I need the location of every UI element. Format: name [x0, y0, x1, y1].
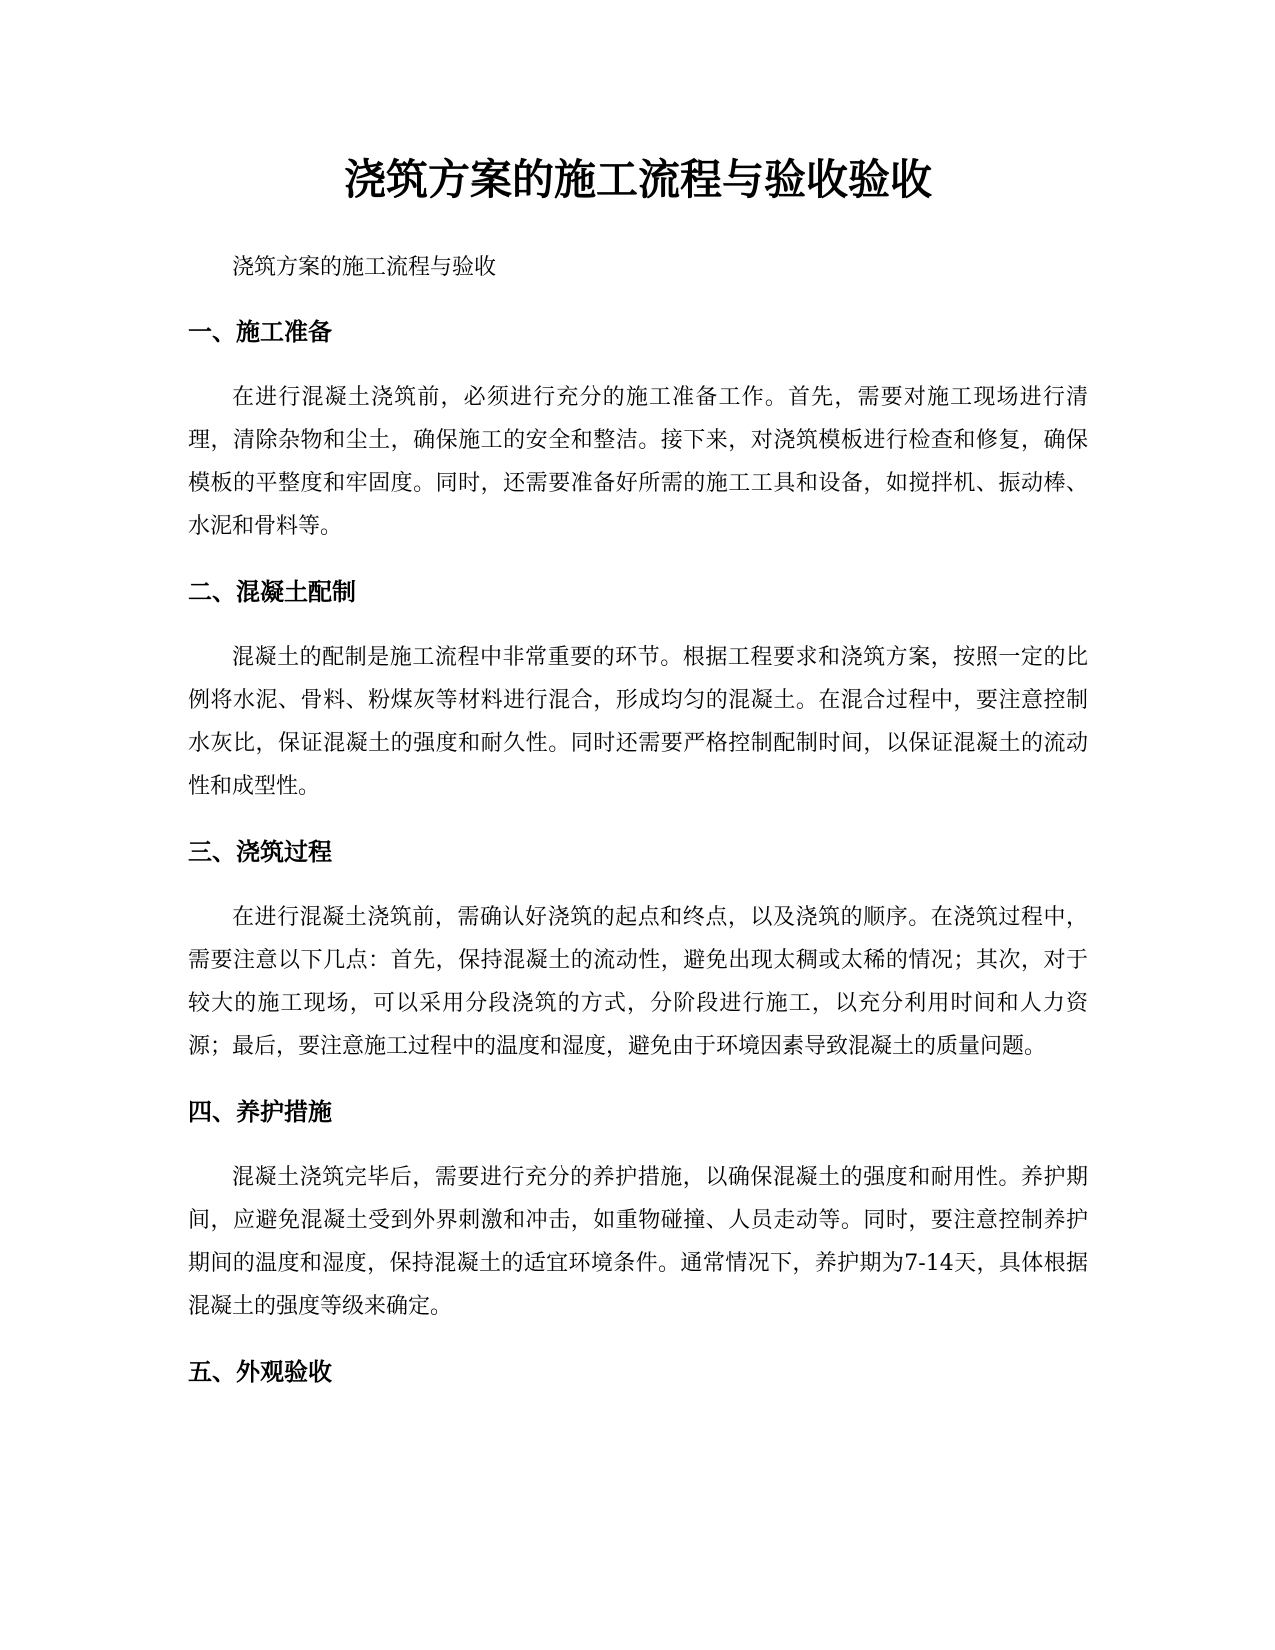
section-paragraph: 在进行混凝土浇筑前，需确认好浇筑的起点和终点，以及浇筑的顺序。在浇筑过程中，需要注意以下几点：首先，保持混凝土的流动性，避免出现太稠或太稀的情况；其次，对于较大的施工现场，可以采用分段浇筑的方式，分阶段进行施工，以充分利用时间和人力资源；最后，要注意施工过程中的温度和湿度，避免由于环境因素导致混凝土的质量问题。	[188, 905, 1088, 1059]
section-heading: 三、浇筑过程	[188, 838, 332, 866]
section-heading: 五、外观验收	[188, 1358, 332, 1386]
section-paragraph: 在进行混凝土浇筑前，必须进行充分的施工准备工作。首先，需要对施工现场进行清理，清除杂物和尘土，确保施工的安全和整洁。接下来，对浇筑模板进行检查和修复，确保模板的平整度和牢固度。同时，还需要准备好所需的施工工具和设备，如搅拌机、振动棒、水泥和骨料等。	[188, 385, 1088, 539]
section-preparation	[188, 312, 1088, 548]
document-title: 浇筑方案的施工流程与验收验收	[343, 155, 932, 204]
section-paragraph: 混凝土的配制是施工流程中非常重要的环节。根据工程要求和浇筑方案，按照一定的比例将水泥、骨料、粉煤灰等材料进行混合，形成均匀的混凝土。在混合过程中，要注意控制水灰比，保证混凝土的强度和耐久性。同时还需要严格控制配制时间，以保证混凝土的流动性和成型性。	[188, 645, 1088, 799]
section-concrete-mixing	[188, 572, 1088, 808]
section-paragraph: 混凝土浇筑完毕后，需要进行充分的养护措施，以确保混凝土的强度和耐用性。养护期间，应避免混凝土受到外界刺激和冲击，如重物碰撞、人员走动等。同时，要注意控制养护期间的温度和湿度，保持混凝土的适宜环境条件。通常情况下，养护期为7-14天，具体根据混凝土的强度等级来确定。	[188, 1165, 1088, 1319]
section-appearance-acceptance	[188, 1352, 1088, 1392]
section-curing-measures	[188, 1092, 1088, 1328]
document-body	[188, 148, 1088, 1392]
section-pouring-process	[188, 832, 1088, 1068]
section-heading: 一、施工准备	[188, 318, 332, 346]
section-heading: 二、混凝土配制	[188, 578, 356, 606]
section-heading: 四、养护措施	[188, 1098, 332, 1126]
document-subtitle: 浇筑方案的施工流程与验收	[232, 255, 497, 280]
